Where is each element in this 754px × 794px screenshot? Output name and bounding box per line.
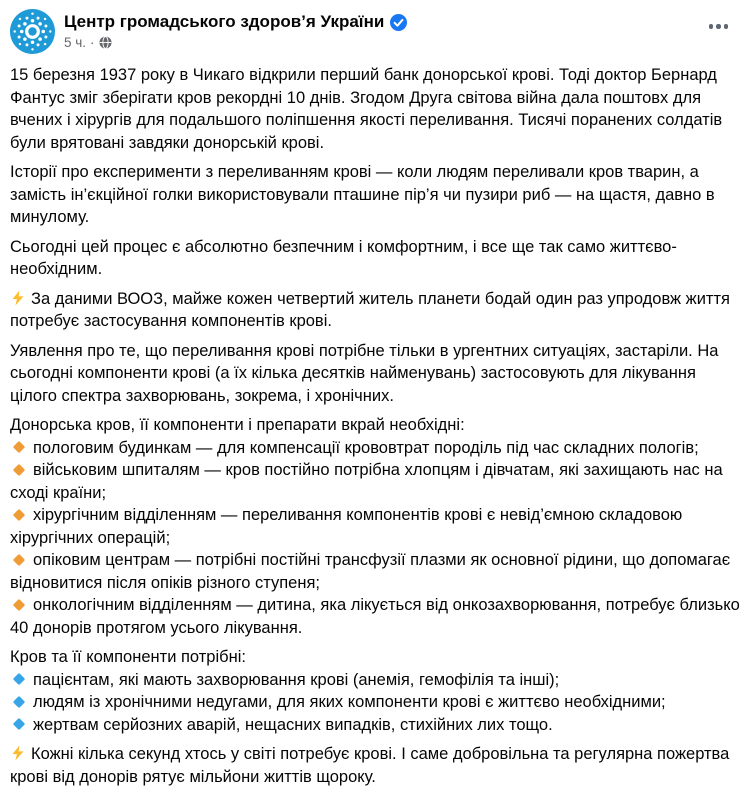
post-paragraph: Сьогодні цей процес є абсолютно безпечним і комфортним, і все ще так само життєво-необхідним. — [10, 237, 677, 278]
ellipsis-dot — [709, 24, 714, 29]
list-item-text: онкологічним відділенням — дитина, яка лікується від онкозахворювання, потребує близько 40 донорів протягом усього лікування. — [10, 596, 740, 637]
lightning-bolt-icon — [10, 290, 26, 306]
post-header-info — [64, 9, 740, 51]
post-header — [0, 0, 754, 56]
list-item — [10, 549, 744, 594]
blue-diamond-list — [10, 646, 744, 736]
paragraph-text: Кожні кілька секунд хтось у світі потребує крові. І саме добровільна та регулярна пожертва крові від донорів рятує мільйони життів щороку. — [10, 745, 730, 786]
list-item — [10, 504, 744, 549]
post-body — [0, 56, 754, 788]
post-timestamp[interactable]: 5 ч. — [64, 35, 87, 50]
paragraph-text: За даними ВООЗ, майже кожен четвертий житель планети бодай один раз упродовж життя потребує застосування компонентів крові. — [10, 289, 730, 330]
list-item — [10, 459, 744, 504]
list-item-text: пацієнтам, які мають захворювання крові (анемія, гемофілія та інші); — [33, 670, 560, 689]
orange-diamond-icon — [12, 553, 26, 567]
page-name-link[interactable]: Центр громадського здоров’я України — [64, 12, 385, 31]
lightning-bolt-icon — [10, 745, 26, 761]
list-item-text: пологовим будинкам — для компенсації крововтрат породіль під час складних пологів; — [33, 438, 699, 457]
post-paragraph: 15 березня 1937 року в Чикаго відкрили перший банк донорської крові. Тоді доктор Бернард Фантус зміг зберігати кров рекордні 10 днів. Згодом Друга світова війна дала поштовх для вчених і хірургів для подальшого поліпшення якості переливання. Тисячі поранених солдатів були врятовані завдяки донорській крові. — [10, 66, 723, 152]
ellipsis-dot — [716, 24, 721, 29]
list-item — [10, 669, 744, 692]
list-item-text: людям із хронічними недугами, для яких компоненти крові є життєво необхідними; — [33, 693, 666, 711]
post-paragraph — [10, 288, 744, 333]
list-item — [10, 691, 744, 714]
orange-diamond-icon — [12, 508, 26, 522]
list-item-text: жертвам серйозних аварій, нещасних випадків, стихійних лих тощо. — [33, 715, 553, 734]
page-avatar[interactable] — [10, 9, 55, 54]
globe-privacy-icon — [99, 36, 112, 49]
verified-badge-icon — [390, 14, 407, 31]
post-meta — [64, 34, 740, 51]
post-paragraph: Уявлення про те, що переливання крові потрібне тільки в ургентних ситуаціях, застаріли. На сьогодні компоненти крові (а їх кілька десятків найменувань) застосовують для лікування цілого спектра захворювань, зокрема, і хронічних. — [10, 341, 719, 405]
list-item — [10, 594, 744, 639]
list-item — [10, 714, 744, 737]
orange-diamond-icon — [12, 598, 26, 612]
list-item — [10, 437, 744, 460]
ellipsis-dot — [724, 24, 729, 29]
list-item-text: опіковим центрам — потрібні постійні трансфузії плазми як основної рідини, що допомагає відновитися після опіків різного ступеня; — [10, 551, 731, 592]
list-heading: Кров та її компоненти потрібні: — [10, 648, 246, 666]
orange-diamond-list — [10, 414, 744, 639]
blue-diamond-icon — [12, 717, 26, 731]
avatar-logo-icon — [10, 9, 55, 54]
orange-diamond-icon — [12, 463, 26, 477]
blue-diamond-icon — [12, 672, 26, 686]
post-paragraph — [10, 743, 744, 788]
post-options-button[interactable] — [703, 18, 735, 35]
orange-diamond-icon — [12, 440, 26, 454]
list-item-text: хірургічним відділенням — переливання компонентів крові є невід’ємною складовою хірургічних операцій; — [10, 506, 683, 547]
meta-separator: · — [90, 35, 95, 50]
blue-diamond-icon — [12, 695, 26, 709]
post-paragraph: Історії про експерименти з переливанням крові — коли людям переливали кров тварин, а замість ін’єкційної голки використовували пташине пір’я чи пузири риб — на щастя, давно в минулому. — [10, 163, 715, 226]
list-item-text: військовим шпиталям — кров постійно потрібна хлопцям і дівчатам, які захищають нас на сході країни; — [10, 461, 723, 502]
list-heading: Донорська кров, її компоненти і препарати вкрай необхідні: — [10, 416, 465, 434]
